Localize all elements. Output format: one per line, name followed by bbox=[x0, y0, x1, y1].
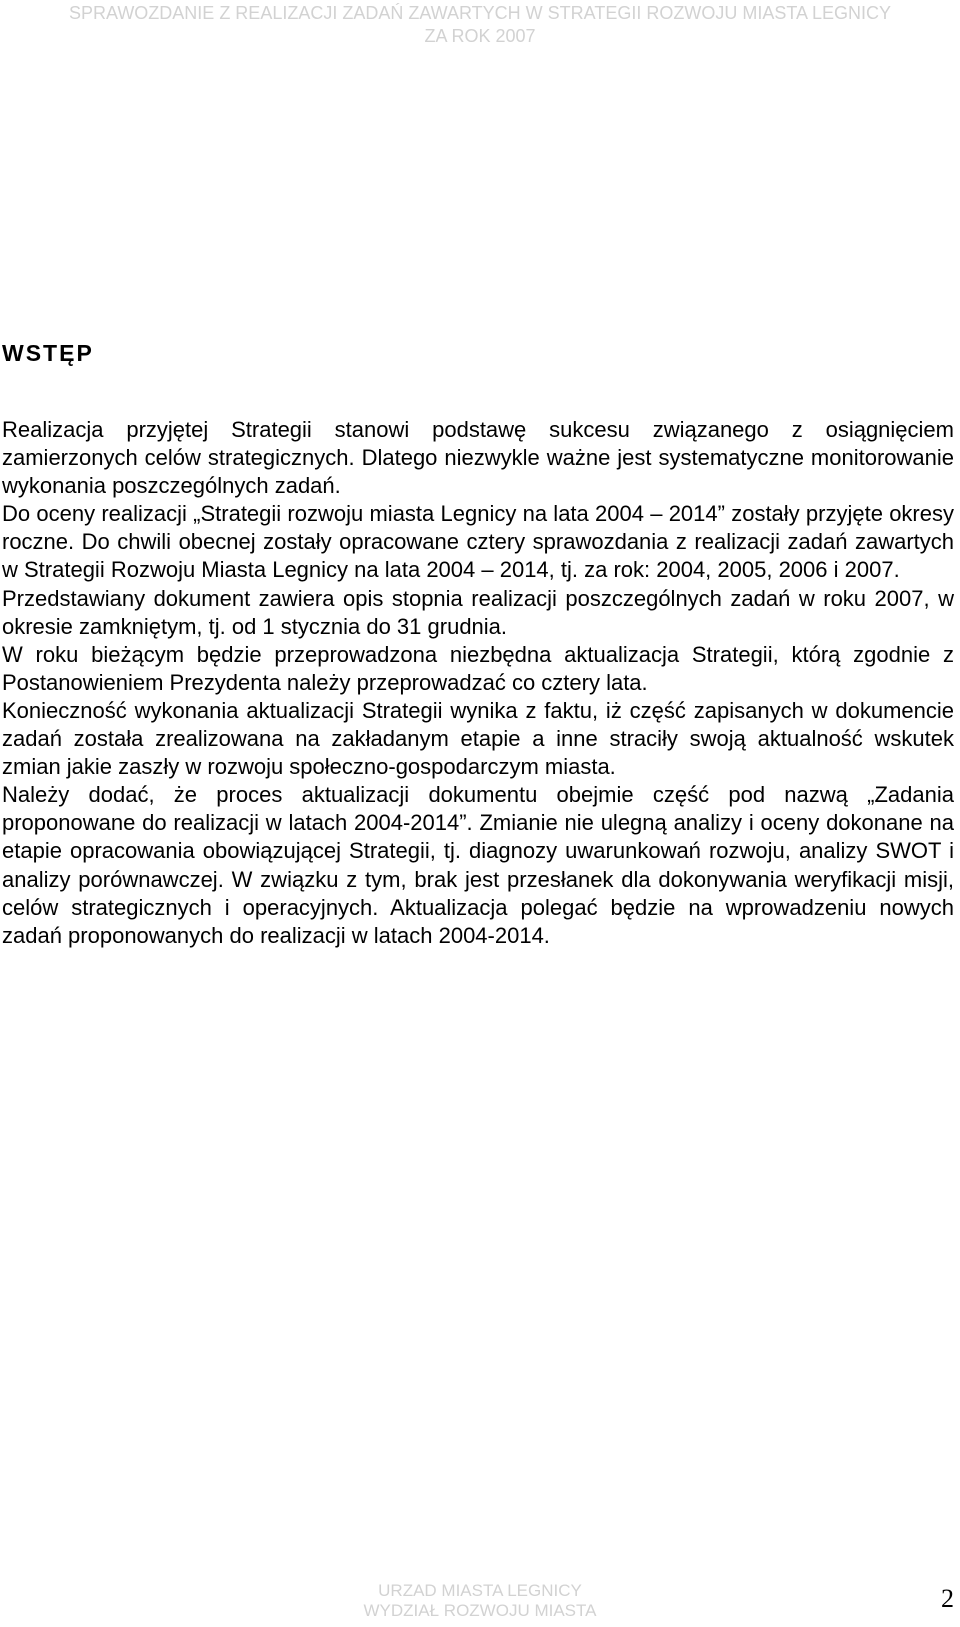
section-title: WSTĘP bbox=[2, 340, 94, 366]
header-line-2: ZA ROK 2007 bbox=[424, 26, 536, 46]
paragraph: Do oceny realizacji „Strategii rozwoju miasta Legnicy na lata 2004 – 2014” zostały przyjęte okresy roczne. Do chwili obecnej zostały opracowane cztery sprawozdania z realizacji zadań zawartych w Strategii Rozwoju Miasta Legnicy na lata 2004 – 2014, tj. za rok: 2004, 2005, 2006 i 2007. bbox=[2, 501, 954, 583]
page-header bbox=[0, 2, 960, 48]
header-line-1: SPRAWOZDANIE Z REALIZACJI ZADAŃ ZAWARTYCH W STRATEGII ROZWOJU MIASTA LEGNICY bbox=[68, 3, 892, 23]
paragraph: Przedstawiany dokument zawiera opis stopnia realizacji poszczególnych zadań w roku 2007, w okresie zamkniętym, tj. od 1 stycznia do 31 grudnia. bbox=[2, 585, 954, 639]
footer-line-1: URZAD MIASTA LEGNICY bbox=[378, 1581, 582, 1600]
paragraph: Należy dodać, że proces aktualizacji dokumentu obejmie część pod nazwą „Zadania proponowane do realizacji w latach 2004-2014”. Zmianie nie ulegną analizy i oceny dokonane na etapie opracowania obowiązującej Strategii, tj. diagnozy uwarunkowań rozwoju, analizy SWOT i analizy porównawczej. W związku z tym, brak jest przesłanek dla dokonywania weryfikacji misji, celów strategicznych i operacyjnych. Aktualizacja polegać będzie na wprowadzeniu nowych zadań proponowanych do realizacji w latach 2004-2014. bbox=[2, 782, 954, 948]
paragraph: Konieczność wykonania aktualizacji Strategii wynika z faktu, iż część zapisanych w dokumencie zadań została zrealizowana na zakładanym etapie a inne straciły swoją aktualność wskutek zmian jakie zaszły w rozwoju społeczno-gospodarczym miasta. bbox=[2, 697, 954, 780]
page-number: 2 bbox=[941, 1584, 954, 1613]
page-footer bbox=[0, 1581, 960, 1621]
paragraph: W roku bieżącym będzie przeprowadzona niezbędna aktualizacja Strategii, którą zgodnie z Postanowieniem Prezydenta należy przeprowadzać co cztery lata. bbox=[2, 641, 954, 695]
paragraph: Realizacja przyjętej Strategii stanowi podstawę sukcesu związanego z osiągnięciem zamierzonych celów strategicznych. Dlatego niezwykle ważne jest systematyczne monitorowanie wykonania poszczególnych zadań. bbox=[2, 417, 954, 499]
footer-line-2: WYDZIAŁ ROZWOJU MIASTA bbox=[363, 1601, 597, 1620]
body-text bbox=[2, 416, 954, 950]
